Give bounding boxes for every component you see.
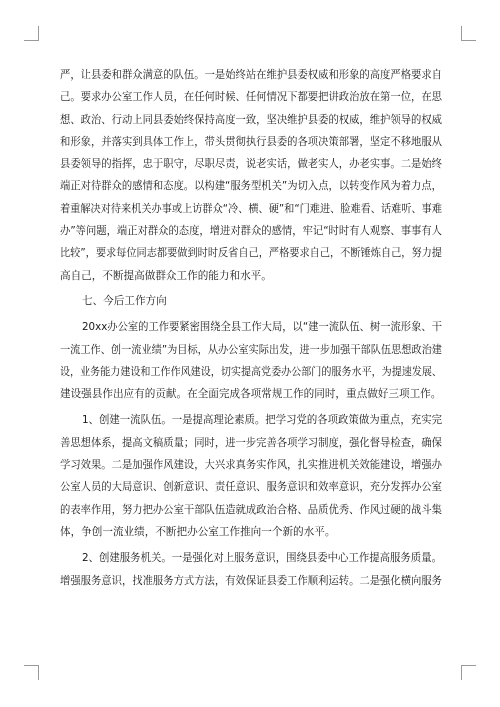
text-line: 1、创建一流队伍。一是提高理论素质。把学习党的各项政策做为重点，充实完 — [82, 414, 442, 427]
text-line: 比较”，要求每位同志都要做到时时反省自己，严格要求自己，不断锤炼自己，努力提 — [60, 247, 442, 260]
text-line: 端正对待群众的感情和态度。以构建“服务型机关”为切入点，以转变作风为着力点， — [60, 180, 442, 193]
text-line: 学习效果。二是加强作风建设，大兴求真务实作风，扎实推进机关效能建设，增强办 — [60, 459, 442, 472]
text-line: 设，业务能力建设和工作作风建设，切实提高党委办公部门的服务水平，为提速发展、 — [60, 365, 442, 378]
text-line: 公室人员的大局意识、创新意识、责任意识、服务意识和效率意识，充分发挥办公室 — [60, 481, 442, 494]
text-line: 的表率作用，努力把办公室干部队伍造就成政治合格、品质优秀、作风过硬的战斗集 — [60, 503, 442, 516]
text-line: 体，争创一流业绩，不断把办公室工作推向一个新的水平。 — [60, 525, 336, 538]
text-line: 县委领导的指挥，忠于职守，尽职尽责，说老实话，做老实人，办老实事。二是始终 — [60, 158, 442, 171]
text-line: 善思想体系，提高文稿质量；同时，进一步完善各项学习制度，强化督导检查，确保 — [60, 436, 442, 449]
text-line: 高自己，不断提高做群众工作的能力和水平。 — [60, 269, 272, 282]
text-line: 办”等问题，端正对群众的态度，增进对群众的感情，牢记“时时有人观察、事事有人 — [60, 225, 442, 238]
text-line: 己。要求办公室工作人员，在任何时候、任何情况下都要把讲政治放在第一位，在思 — [60, 91, 442, 104]
crop-mark-top-right — [461, 26, 476, 41]
crop-mark-bottom-right — [461, 665, 476, 680]
text-line: 建设强县作出应有的贡献。在全面完成各项常规工作的同时，重点做好三项工作。 — [60, 388, 442, 401]
document-body — [60, 64, 442, 592]
text-line: 增强服务意识，找准服务方式方法，有效保证县委工作顺利运转。二是强化横向服务 — [60, 574, 442, 587]
text-line: 严，让县委和群众满意的队伍。一是始终站在维护县委权威和形象的高度严格要求自 — [60, 69, 442, 81]
section-heading: 七、今后工作方向 — [82, 294, 167, 307]
text-line: 想、政治、行动上同县委始终保持高度一致，坚决维护县委的权威，维护领导的权威 — [60, 113, 442, 126]
text-line: 一流工作、创一流业绩”为目标，从办公室实际出发，进一步加强干部队伍思想政治建 — [60, 343, 442, 356]
crop-mark-top-left — [24, 26, 39, 41]
crop-mark-bottom-left — [24, 665, 39, 680]
text-line: 20xx办公室的工作要紧密围绕全县工作大局，以“建一流队伍、树一流形象、干 — [82, 321, 442, 334]
text-line: 着重解决对待来机关办事或上访群众“冷、横、硬”和“门难进、脸难看、话难听、事难 — [60, 202, 442, 215]
text-line: 和形象，并落实到具体工作上，带头贯彻执行县委的各项决策部署，坚定不移地服从 — [60, 135, 442, 148]
text-line: 2、创建服务机关。一是强化对上服务意识，围绕县委中心工作提高服务质量。 — [82, 552, 442, 565]
